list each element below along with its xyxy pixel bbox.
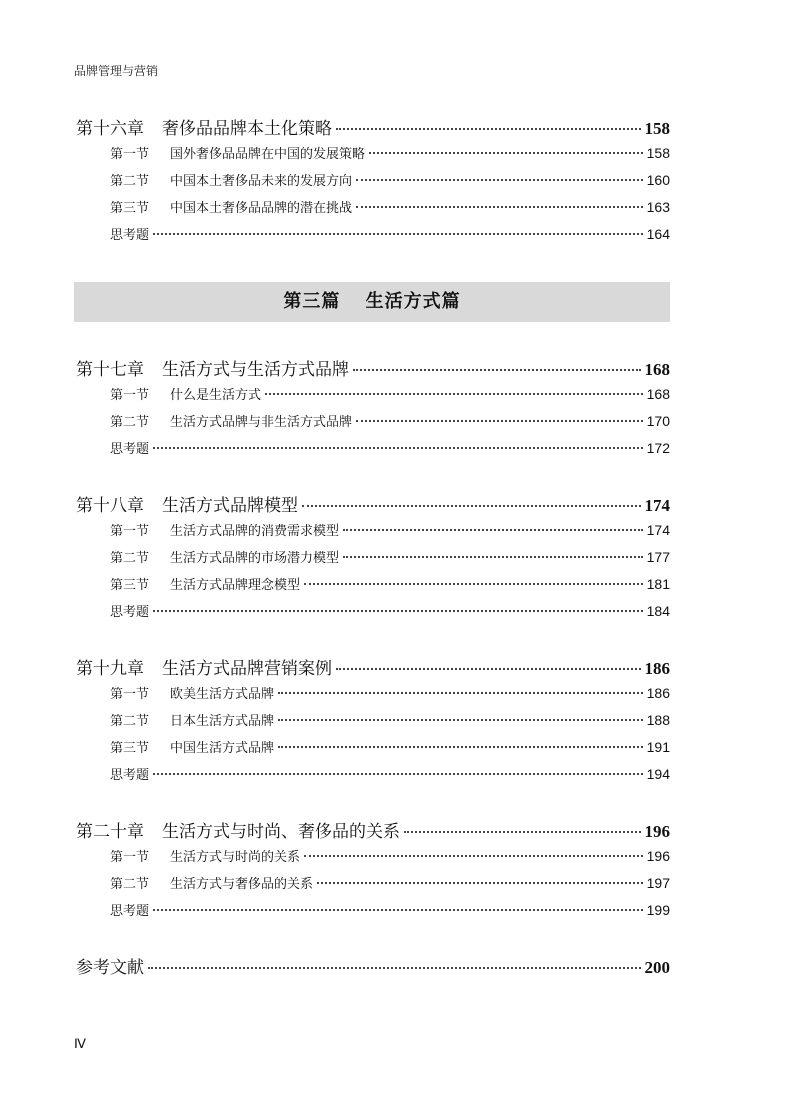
toc-section[interactable] <box>76 900 670 919</box>
section-page: 181 <box>646 576 670 592</box>
chapter-number: 第十九章 <box>76 659 144 679</box>
references-page: 200 <box>644 958 670 977</box>
section-title: 中国本土奢侈品品牌的潜在挑战 <box>170 201 353 216</box>
dot-leader <box>153 610 643 612</box>
section-title: 什么是生活方式 <box>170 388 262 403</box>
chapter-page: 186 <box>644 659 670 678</box>
references-title: 参考文献 <box>76 958 144 978</box>
section-number: 第一节 <box>110 850 150 865</box>
dot-leader <box>353 369 641 371</box>
toc-section[interactable] <box>76 873 670 892</box>
toc-section[interactable] <box>76 197 670 216</box>
section-title: 生活方式品牌的市场潜力模型 <box>170 551 340 566</box>
section-page: 163 <box>646 199 670 215</box>
dot-leader <box>304 583 643 585</box>
chapter-title: 生活方式与生活方式品牌 <box>162 360 349 380</box>
section-page: 191 <box>646 739 670 755</box>
section-page: 177 <box>646 549 670 565</box>
dot-leader <box>369 152 643 154</box>
section-number: 第二节 <box>110 877 150 892</box>
section-page: 174 <box>646 522 670 538</box>
chapter-title: 奢侈品品牌本土化策略 <box>162 119 332 139</box>
toc-section[interactable] <box>76 574 670 593</box>
section-title: 思考题 <box>110 228 150 243</box>
section-number: 第三节 <box>110 201 150 216</box>
dot-leader <box>278 746 643 748</box>
chapter-number: 第十七章 <box>76 360 144 380</box>
section-page: 197 <box>646 875 670 891</box>
dot-leader <box>153 233 643 235</box>
section-page: 186 <box>646 685 670 701</box>
dot-leader <box>356 420 643 422</box>
section-title: 思考题 <box>110 904 150 919</box>
section-title: 生活方式与时尚的关系 <box>170 850 301 865</box>
toc-section[interactable] <box>76 710 670 729</box>
dot-leader <box>343 556 643 558</box>
section-number: 第一节 <box>110 147 150 162</box>
dot-leader <box>317 882 643 884</box>
chapter-number: 第十六章 <box>76 119 144 139</box>
chapter-title: 生活方式品牌模型 <box>162 496 298 516</box>
toc-section[interactable] <box>76 846 670 865</box>
toc-section[interactable] <box>76 601 670 620</box>
section-number: 第三节 <box>110 578 150 593</box>
section-title: 生活方式品牌与非生活方式品牌 <box>170 415 353 430</box>
section-number: 第二节 <box>110 551 150 566</box>
dot-leader <box>153 773 643 775</box>
chapter-number: 第十八章 <box>76 496 144 516</box>
section-number: 第一节 <box>110 687 150 702</box>
toc-chapter-16[interactable] <box>76 114 670 139</box>
section-page: 194 <box>646 766 670 782</box>
section-page: 170 <box>646 413 670 429</box>
toc-chapter-19[interactable] <box>76 654 670 679</box>
section-number: 第三节 <box>110 741 150 756</box>
page-number: Ⅳ <box>74 1036 86 1051</box>
dot-leader <box>356 179 643 181</box>
section-title: 生活方式品牌理念模型 <box>170 578 301 593</box>
section-page: 196 <box>646 848 670 864</box>
section-number: 第二节 <box>110 174 150 189</box>
section-page: 158 <box>646 145 670 161</box>
dot-leader <box>302 505 641 507</box>
chapter-page: 174 <box>644 496 670 515</box>
running-header: 品牌管理与营销 <box>74 64 159 78</box>
toc-section[interactable] <box>76 143 670 162</box>
toc-section[interactable] <box>76 683 670 702</box>
section-title: 思考题 <box>110 442 150 457</box>
section-title: 欧美生活方式品牌 <box>170 687 275 702</box>
part-heading-bar <box>74 282 670 322</box>
section-title: 思考题 <box>110 605 150 620</box>
toc-section[interactable] <box>76 170 670 189</box>
section-number: 第一节 <box>110 524 150 539</box>
section-number: 第二节 <box>110 714 150 729</box>
toc-section[interactable] <box>76 547 670 566</box>
toc-section[interactable] <box>76 764 670 783</box>
section-number: 第一节 <box>110 388 150 403</box>
section-number: 第二节 <box>110 415 150 430</box>
section-title: 生活方式与奢侈品的关系 <box>170 877 314 892</box>
dot-leader <box>148 967 641 969</box>
section-title: 中国本土奢侈品未来的发展方向 <box>170 174 353 189</box>
chapter-title: 生活方式与时尚、奢侈品的关系 <box>162 822 400 842</box>
dot-leader <box>153 909 643 911</box>
part-title: 生活方式篇 <box>365 291 461 312</box>
section-page: 172 <box>646 440 670 456</box>
toc-section[interactable] <box>76 224 670 243</box>
toc-section[interactable] <box>76 411 670 430</box>
dot-leader <box>265 393 643 395</box>
section-page: 164 <box>646 226 670 242</box>
dot-leader <box>404 831 641 833</box>
dot-leader <box>336 128 641 130</box>
chapter-page: 196 <box>644 822 670 841</box>
dot-leader <box>356 206 643 208</box>
toc-section[interactable] <box>76 384 670 403</box>
toc-chapter-20[interactable] <box>76 817 670 842</box>
section-title: 生活方式品牌的消费需求模型 <box>170 524 340 539</box>
dot-leader <box>336 668 641 670</box>
section-page: 199 <box>646 902 670 918</box>
dot-leader <box>278 692 643 694</box>
dot-leader <box>343 529 643 531</box>
chapter-number: 第二十章 <box>76 822 144 842</box>
section-title: 国外奢侈品品牌在中国的发展策略 <box>170 147 366 162</box>
part-number: 第三篇 <box>283 291 341 312</box>
dot-leader <box>304 855 643 857</box>
section-page: 168 <box>646 386 670 402</box>
toc-chapter-18[interactable] <box>76 491 670 516</box>
chapter-title: 生活方式品牌营销案例 <box>162 659 332 679</box>
chapter-page: 158 <box>644 119 670 138</box>
section-title: 日本生活方式品牌 <box>170 714 275 729</box>
section-page: 184 <box>646 603 670 619</box>
dot-leader <box>153 447 643 449</box>
section-title: 中国生活方式品牌 <box>170 741 275 756</box>
chapter-page: 168 <box>644 360 670 379</box>
toc-section[interactable] <box>76 438 670 457</box>
toc-references[interactable] <box>76 953 670 978</box>
section-title: 思考题 <box>110 768 150 783</box>
toc-chapter-17[interactable] <box>76 355 670 380</box>
section-page: 188 <box>646 712 670 728</box>
section-page: 160 <box>646 172 670 188</box>
toc-section[interactable] <box>76 520 670 539</box>
dot-leader <box>278 719 643 721</box>
toc-section[interactable] <box>76 737 670 756</box>
